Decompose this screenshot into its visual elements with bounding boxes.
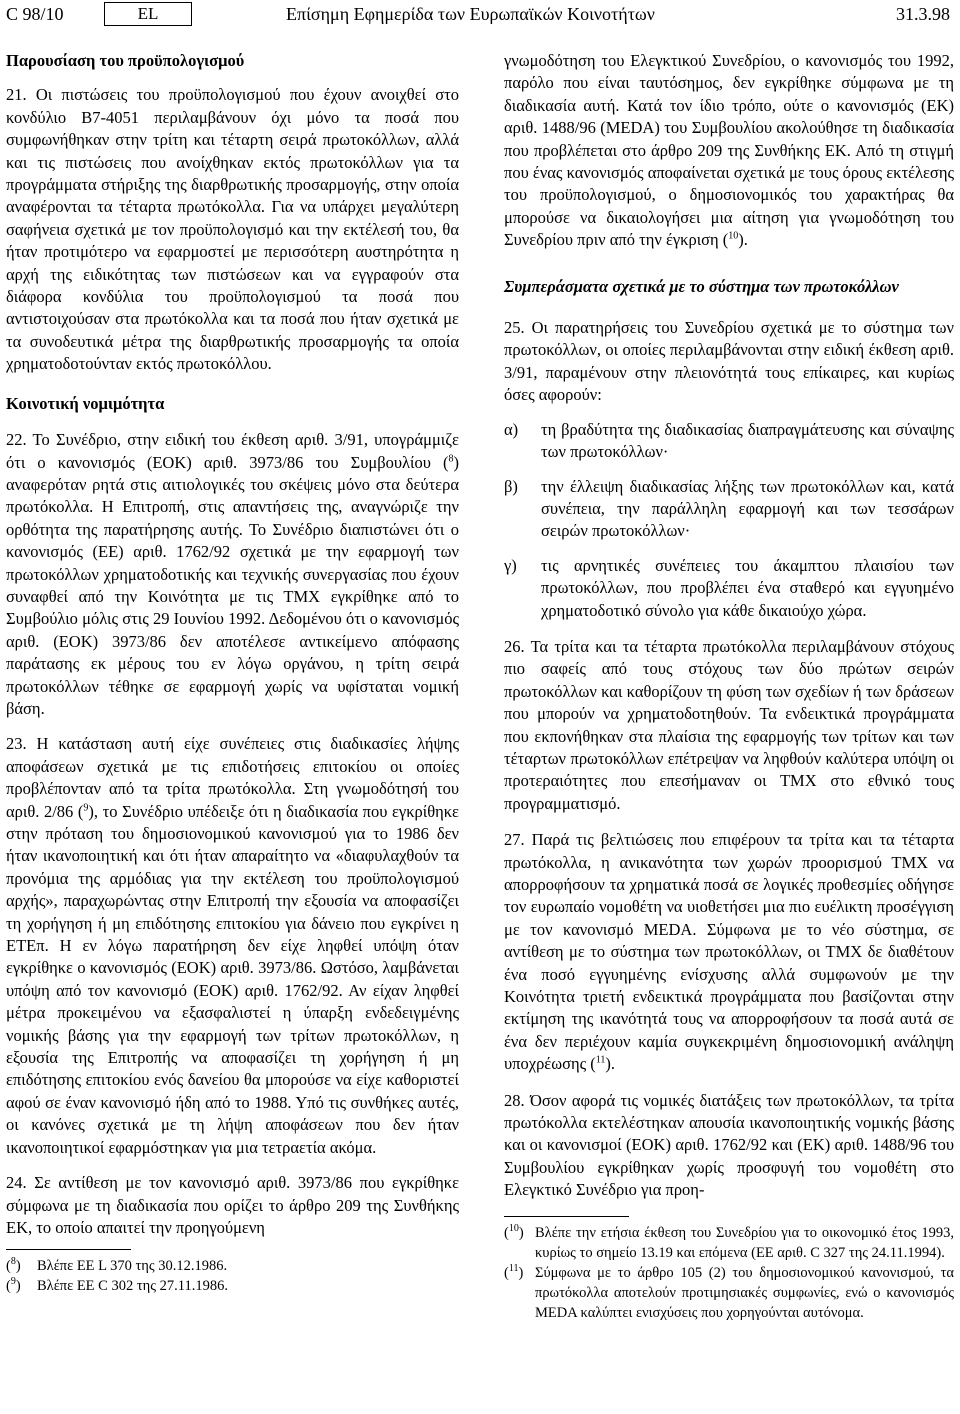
paragraph-22: 22. Το Συνέδριο, στην ειδική του έκθεση αριθ. 3/91, υπογράμμιζε ότι ο κανονισμός (ΕΟΚ) αριθ. 3973/86 του Συμβουλίου ($^8$) αναφερόταν ρητά στις αιτιολογικές του σκέψεις μόνο στα δεύτερα πρωτόκολλα. Η Επιτροπή, στις απαντήσεις της, αναγνώριζε την ορθότητα της παρατήρησης αυτής. Το Συνέδριο διαπιστώνει ότι ο κανονισμός (ΕΕ) αριθ. 1762/92 σχετικά με την εφαρμογή των πρωτοκόλλων χρηματοδοτικής και τεχνικής συνεργασίας που έχουν συναφθεί από την Κοινότητα με τις ΤΜΧ εγκρίθηκε από το Συμβούλιο μόλις στις 29 Ιουνίου 1992. Δεδομένου ότι ο κανονισμός αριθ. (ΕΟΚ) 3973/86 δεν αποτέλεσε αντικείμενο απόφασης παράτασης εκ μέρους του εν λόγω οργάνου, η τρίτη σειρά πρωτοκόλλων τέθηκε σε εφαρμογή χωρίς να υφίσταται νομική βάση.	[6, 430, 459, 718]
issue-date: 31.3.98	[896, 4, 950, 24]
language-badge: EL	[104, 2, 192, 26]
paragraph-24-continued: γνωμοδότηση του Ελεγκτικού Συνεδρίου, ο κανονισμός του 1992, παρόλο που είναι ταυτόσημος, δεν εγκρίθηκε σύμφωνα με τη διαδικασία αυτή. Κατά τον ίδιο τρόπο, ούτε ο κανονισμός (ΕΚ) αριθ. 1488/96 (MEDA) του Συμβουλίου ακολούθησε τη διαδικασία που προβλέπεται στο άρθρο 209 της Συνθήκης ΕΚ. Από τη στιγμή που ένας κανονισμός αποφαίνεται σχετικά με τους όρους εκτέλεσης του προϋπολογισμού, ο δημοσιονομικός του χαρακτήρας θα μπορούσε να δικαιολογήσει μια αίτηση για γνωμοδότηση του Συνεδρίου πριν από την έγκριση ($^{10}$).	[504, 51, 954, 250]
footnote-ref-11[interactable]: 11	[595, 1054, 606, 1066]
left-column	[6, 40, 459, 1296]
footnote-divider	[504, 1216, 629, 1217]
footnote-10: ($^{10}$) Βλέπε την ετήσια έκθεση του Συνεδρίου για το οικονομικό έτος 1993, κυρίως το σημείο 13.19 και επόμενα (ΕΕ αριθ. C 327 της 24.11.1994).	[504, 1222, 954, 1261]
journal-title: Επίσημη Εφημερίδα των Ευρωπαϊκών Κοινοτήτων	[286, 4, 655, 24]
section-heading-legality: Κοινοτική νομιμότητα	[6, 393, 165, 413]
paragraph-21: 21. Οι πιστώσεις του προϋπολογισμού που έχουν ανοιχθεί στο κονδύλιο B7-4051 περιλαμβάνουν όχι μόνο τα ποσά που συμφωνήθηκαν στην τρίτη και τέταρτη σειρά πρωτοκόλλων, αλλά και τις πιστώσεις που ανοίχθηκαν εκτός πρωτοκόλλων για τα προγράμματα στήριξης της διαρθρωτικής προσαρμογής, στην οποία αναφέρονται τα τέταρτα πρωτόκολλα. Για να υπάρχει μεγαλύτερη σαφήνεια σχετικά με τον προϋπολογισμό και την εκτέλεσή του, θα ήταν προτιμότερο να εφαρμοστεί με περισσότερη αυστηρότητα η αρχή της ειδικότητας των πιστώσεων και να εγγραφούν στα διάφορα κονδύλια του προϋπολογισμού τα ποσά που αντιστοιχούσαν στα πρωτόκολλα και τα ποσά που ήταν σχετικά με τα συνοδευτικά μέτρα της διαρθρωτικής προσαρμογής τα οποία χρηματοδοτούνταν εκτός πρωτοκόλλου.	[6, 85, 459, 374]
footnote-ref-9[interactable]: 9	[83, 802, 89, 814]
footnote-ref-8[interactable]: 8	[448, 453, 454, 464]
paragraph-24: 24. Σε αντίθεση με τον κανονισμό αριθ. 3973/86 που εγκρίθηκε σύμφωνα με τη διαδικασία που ορίζει το άρθρο 209 της Συνθήκης ΕΚ, το οποίο απαιτεί την προηγούμενη	[6, 1173, 459, 1237]
paragraph-23: 23. Η κατάσταση αυτή είχε συνέπειες στις διαδικασίες λήψης αποφάσεων σχετικά με τις επιδοτήσεις επιτοκίου οι οποίες προβλέπονταν από τα τρίτα πρωτόκολλα. Στη γνωμοδότησή του αριθ. 2/86 ($^9$), το Συνέδριο υπέδειξε ότι η διαδικασία που εγκρίθηκε στην πρόταση του δημοσιονομικού κανονισμού για το 1986 δεν ήταν ικανοποιητική και ότι ήταν απαραίτητο να «διαφυλαχθούν τα προνόμια της αρμόδιας για την εκτέλεση του προϋπολογισμού αρχής», παραχωρώντας στην Επιτροπή την εξουσία να αποφασίζει τη χορήγηση ή μη επιδότησης επιτοκίου για δάνειο που εγκρίνει η ΕΤΕπ. Η εν λόγω παρατήρηση δεν είχε ληφθεί υπόψη όταν εγκρίθηκε ο κανονισμός (ΕΟΚ) αριθ. 3973/86. Ωστόσο, λαμβάνεται υπόψη από τον κανονισμό (ΕΟΚ) αριθ. 1762/92. Αν είχαν ληφθεί μέτρα προκειμένου να εξασφαλιστεί η ύπαρξη ενδεδειγμένης νομικής βάσης για την εφαρμογή των τρίτων πρωτοκόλλων, η εξουσία της Επιτροπής να αποφασίζει τη χορήγηση ή μη επιδότησης επιτοκίου ενός δανείου θα μπορούσε να είχε καθοριστεί αφού σε έναν κανονισμό ήδη από το 1988. Υπό τις συνθήκες αυτές, οι κανόνες σχετικά με τη λήψη αποφάσεων που δεν ήταν ικανοποιητικοί εφαρμόστηκαν για μια τετραετία ακόμα.	[6, 734, 459, 1157]
footnote-divider	[6, 1249, 131, 1250]
paragraph-28: 28. Όσον αφορά τις νομικές διατάξεις των πρωτοκόλλων, τα τρίτα πρωτόκολλα εκτελέστηκαν απουσία ικανοποιητικής νομικής βάσης και οι κανονισμοί (ΕΟΚ) αριθ. 1762/92 και (ΕΚ) αριθ. 1488/96 του Συμβουλίου εγκρίθηκαν χωρίς προσφυγή του νομοθέτη στο Ελεγκτικό Συνέδριο για προη-	[504, 1090, 954, 1200]
footnote-ref-10[interactable]: 10	[728, 230, 739, 242]
paragraph-27: 27. Παρά τις βελτιώσεις που επιφέρουν τα τρίτα και τα τέταρτα πρωτόκολλα, η ανικανότητα των χωρών προορισμού ΤΜΧ να απορροφήσουν τα χρηματικά ποσά σε λογικές προθεσμίες οδήγησε τον ευρωπαίο νομοθέτη να υιοθετήσει μια πιο ευέλικτη προσέγγιση με τον κανονισμό MEDA. Σύμφωνα με το νέο σύστημα, σε αντίθεση με το σύστημα των πρωτοκόλλων, οι ΤΜΧ δε διαθέτουν ένα ποσό εγγυημένης ενίσχυσης αλλά συμφωνούν με την Κοινότητα τριετή ενδεικτικά προγράμματα που βασίζονται στην εκτίμηση της ικανότητά τους να απορροφήσουν τα ποσά αυτά σε ένα δεν περιέχουν καμία συγκεκριμένη δημοσιονομική ανάληψη υποχρέωσης ($^{11}$).	[504, 830, 954, 1074]
footnote-8: ($^8$) Βλέπε ΕΕ L 370 της 30.12.1986.	[6, 1256, 228, 1275]
list-item: β) την έλλειψη διαδικασίας λήξης των πρωτοκόλλων και, κατά συνέπεια, την παράλληλη εφαρμογή και των τεσσάρων σειρών πρωτοκόλλων·	[504, 476, 954, 541]
page-number: C 98/10	[6, 4, 64, 24]
list-item: α) τη βραδύτητα της διαδικασίας διαπραγμάτευσης και σύναψης των πρωτοκόλλων·	[504, 419, 954, 462]
right-column	[504, 40, 954, 1323]
footnote-9: ($^9$) Βλέπε ΕΕ C 302 της 27.11.1986.	[6, 1276, 228, 1295]
list-item: γ) τις αρνητικές συνέπειες του άκαμπτου πλαισίου των πρωτοκόλλων, που προβλέπει ένα σταθερό και εγγυημένο χρηματοδοτικό σύνολο για κάθε δικαιούχο χώρα.	[504, 555, 954, 620]
paragraph-26: 26. Τα τρίτα και τα τέταρτα πρωτόκολλα περιλαμβάνουν στόχους πιο σαφείς από τους στόχους των δύο πρώτων σειρών πρωτοκόλλων και καθορίζουν τη φύση των σχεδίων ή των δράσεων που μπορούν να χρηματοδοτηθούν. Τα ενδεικτικά προγράμματα που εκπονήθηκαν στα πλαίσια της εφαρμογής των τρίτων και των τέταρτων πρωτοκόλλων επέτρεψαν να ληφθούν καλύτερα υπόψη οι προτεραιότητες που επεσήμαναν οι ΤΜΧ στο εθνικό τους προγραμματισμό.	[504, 636, 954, 813]
section-heading-budget: Παρουσίαση του προϋπολογισμού	[6, 51, 245, 70]
page-header	[0, 0, 960, 30]
section-heading-conclusions: Συμπεράσματα σχετικά με το σύστημα των πρωτοκόλλων	[504, 276, 899, 296]
footnote-11: ($^{11}$) Σύμφωνα με το άρθρο 105 (2) του δημοσιονομικού κανονισμού, τα πρωτόκολλα αποτελούν προτιμησιακές συμφωνίες, ενώ ο κανονισμός MEDA καλύπτει ενισχύσεις που χορηγούνται αυτόνομα.	[504, 1262, 954, 1321]
paragraph-25: 25. Οι παρατηρήσεις του Συνεδρίου σχετικά με το σύστημα των πρωτοκόλλων, οι οποίες περιλαμβάνονται στην ειδική έκθεση αριθ. 3/91, παραμένουν στην πλειονότητά τους επίκαιρες, και κυρίως όσες αφορούν:	[504, 318, 954, 405]
